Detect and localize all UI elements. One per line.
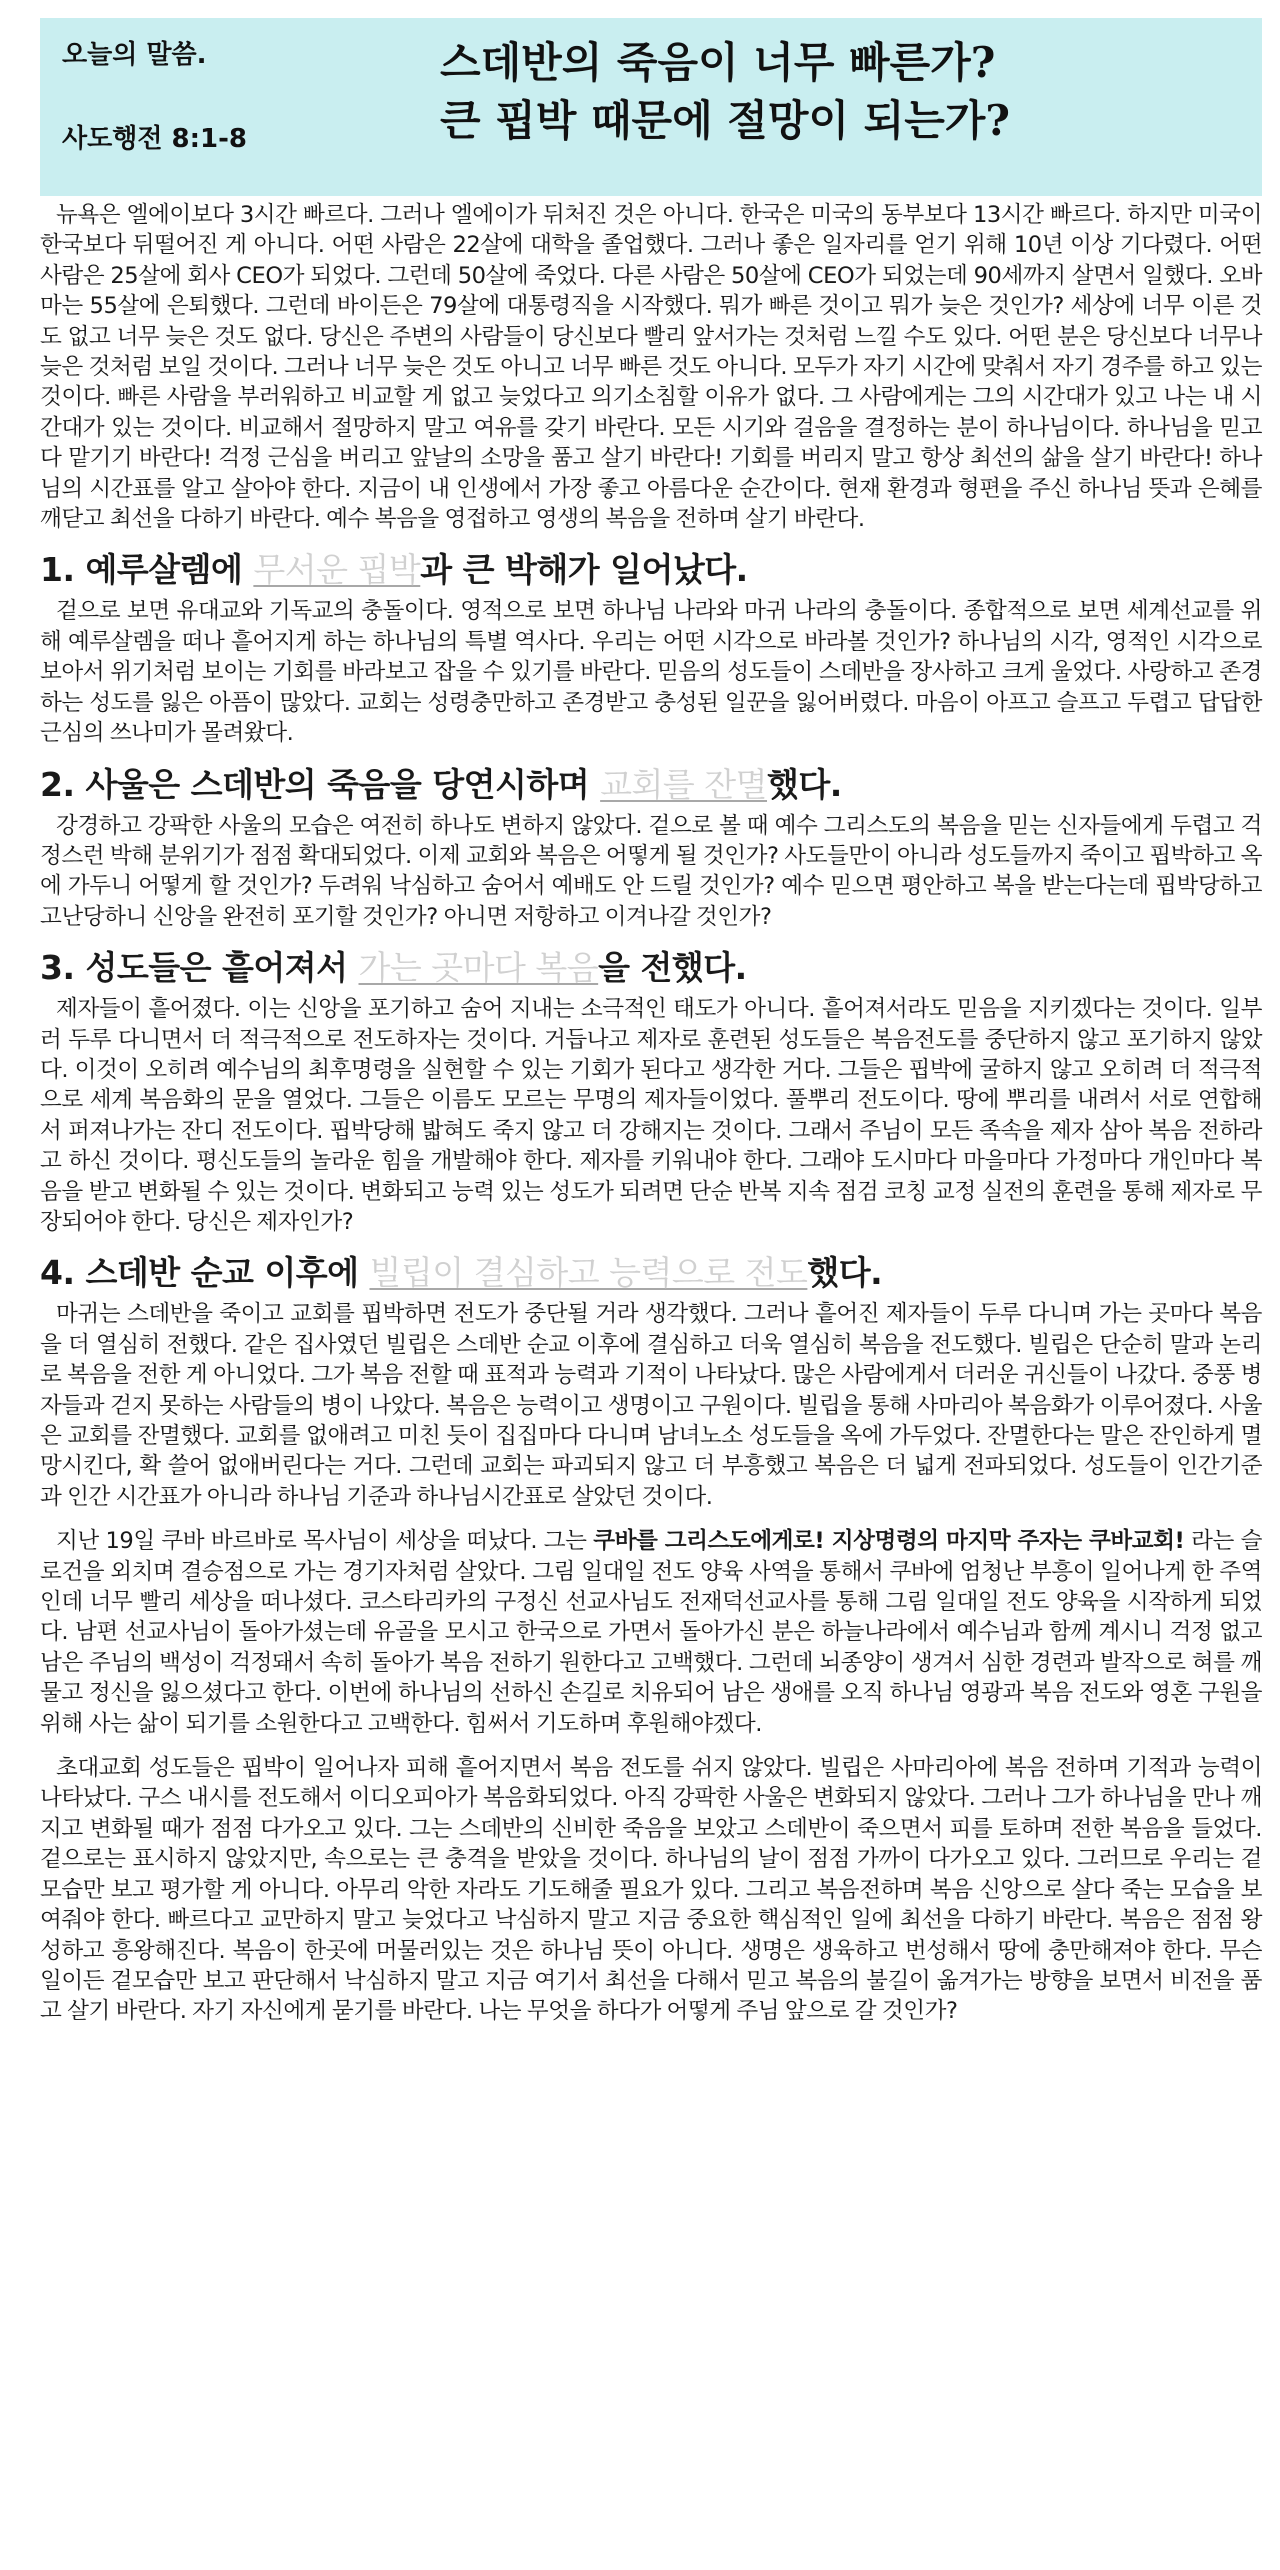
- section-1-fill-in-blank: 무서운 핍박: [253, 550, 421, 590]
- section-2-fill-in-blank: 교회를 잔멸: [600, 764, 768, 804]
- cuba-paragraph-intro: 지난 19일 쿠바 바르바로 목사님이 세상을 떠났다. 그는: [56, 1528, 594, 1555]
- scripture-reference: 사도행전 8:1-8: [62, 124, 247, 154]
- sermon-title-line-1: 스데반의 죽음이 너무 빠른가?: [440, 38, 996, 87]
- closing-paragraph: 초대교회 성도들은 핍박이 일어나자 피해 흩어지면서 복음 전도를 쉬지 않았다. 빌립은 사마리아에 복음 전하며 기적과 능력이 나타났다. 구스 내시를 전도해서 이디오피아가 복음화되었다. 아직 강팍한 사울은 변화되지 않았다. 그러나 그가 하나님을 만나 깨지고 변화될 때가 점점 다가오고 있다. 그는 스데반의 신비한 죽음을 보았고 스데반이 죽으면서 피를 토하며 전한 복음을 들었다. 겉으로는 표시하지 않았지만, 속으로는 큰 충격을 받았을 것이다. 하나님의 날이 점점 가까이 다가오고 있다. 그러므로 우리는 겉모습만 보고 평가할 게 아니다. 아무리 악한 자라도 기도해줄 필요가 있다. 그리고 복음전하며 복음 신앙으로 살다 죽는 모습을 보여줘야 한다. 빠르다고 교만하지 말고 늦었다고 낙심하지 말고 지금 중요한 핵심적인 일에 최선을 다하기 바란다. 복음은 점점 왕성하고 흥왕해진다. 복음이 한곳에 머물러있는 것은 하나님 뜻이 아니다. 생명은 생육하고 번성해서 땅에 충만해져야 한다. 무슨 일이든 겉모습만 보고 판단해서 낙심하지 말고 지금 여기서 최선을 다해서 믿고 복음의 불길이 옮겨가는 방향을 보면서 비전을 품고 살기 바란다. 자기 자신에게 묻기를 바란다. 나는 무엇을 하다가 어떻게 주님 앞으로 갈 것인가?: [40, 1755, 1262, 2025]
- todays-word-label: 오늘의 말씀.: [62, 40, 207, 70]
- section-2-heading: [40, 763, 1262, 807]
- section-2-heading-prefix: 2. 사울은 스데반의 죽음을 당연시하며: [40, 764, 601, 804]
- section-3-fill-in-blank: 가는 곳마다 복음: [358, 948, 599, 988]
- section-4-heading-prefix: 4. 스데반 순교 이후에: [40, 1253, 370, 1293]
- section-1-heading: [40, 548, 1262, 592]
- cuba-slogan: 쿠바를 그리스도에게로! 지상명령의 마지막 주자는 쿠바교회!: [593, 1528, 1185, 1555]
- section-1-heading-suffix: 과 큰 박해가 일어났다.: [420, 550, 748, 590]
- cuba-paragraph-rest: 라는 슬로건을 외치며 결승점으로 가는 경기자처럼 살았다. 그림 일대일 전도 양육 사역을 통해서 쿠바에 엄청난 부흥이 일어나게 한 주역인데 너무 빨리 세상을 떠나셨다. 코스타리카의 구정신 선교사님도 전재덕선교사를 통해 그림 일대일 전도 양육을 시작하게 되었다. 남편 선교사님이 돌아가셨는데 유골을 모시고 한국으로 가면서 돌아가신 분은 하늘나라에서 예수님과 함께 계시니 걱정 없고 남은 주님의 백성이 걱정돼서 속히 돌아가 복음 전하기 원한다고 고백했다. 그런데 뇌종양이 생겨서 심한 경련과 발작으로 혀를 깨물고 정신을 잃으셨다고 한다. 이번에 하나님의 선하신 손길로 치유되어 남은 생애를 오직 하나님 영광과 복음 전도와 영혼 구원을 위해 사는 삶이 되기를 소원한다고 고백한다. 힘써서 기도하며 후원해야겠다.: [40, 1528, 1262, 1737]
- section-1-paragraph: 겉으로 보면 유대교와 기독교의 충돌이다. 영적으로 보면 하나님 나라와 마귀 나라의 충돌이다. 종합적으로 보면 세계선교를 위해 예루살렘을 떠나 흩어지게 하는 하나님의 특별 역사다. 우리는 어떤 시각으로 바라볼 것인가? 하나님의 시각, 영적인 시각으로 보아서 위기처럼 보이는 기회를 바라보고 잡을 수 있기를 바란다. 믿음의 성도들이 스데반을 장사하고 크게 울었다. 사랑하고 존경하는 성도를 잃은 아픔이 많았다. 교회는 성령충만하고 존경받고 충성된 일꾼을 잃어버렸다. 마음이 아프고 슬프고 두렵고 답답한 근심의 쓰나미가 몰려왔다.: [40, 598, 1262, 747]
- section-2-paragraph: 강경하고 강팍한 사울의 모습은 여전히 하나도 변하지 않았다. 겉으로 볼 때 예수 그리스도의 복음을 믿는 신자들에게 두렵고 걱정스런 박해 분위기가 점점 확대되었다. 이제 교회와 복음은 어떻게 될 것인가? 사도들만이 아니라 성도들까지 죽이고 핍박하고 옥에 가두니 어떻게 할 것인가? 두려워 낙심하고 숨어서 예배도 안 드릴 것인가? 예수 믿으면 평안하고 복을 받는다는데 핍박당하고 고난당하니 신앙을 완전히 포기할 것인가? 아니면 저항하고 이겨나갈 것인가?: [40, 812, 1262, 930]
- section-1-heading-prefix: 1. 예루살렘에: [40, 550, 254, 590]
- cuba-paragraph: [40, 1526, 1262, 1739]
- section-4-heading-suffix: 했다.: [807, 1253, 883, 1293]
- section-4-paragraph: 마귀는 스데반을 죽이고 교회를 핍박하면 전도가 중단될 거라 생각했다. 그러나 흩어진 제자들이 두루 다니며 가는 곳마다 복음을 더 열심히 전했다. 같은 집사였던 빌립은 스데반 순교 이후에 결심하고 더욱 열심히 복음을 전도했다. 빌립은 단순히 말과 논리로 복음을 전한 게 아니었다. 그가 복음 전할 때 표적과 능력과 기적이 나타났다. 많은 사람에게서 더러운 귀신들이 나갔다. 중풍 병자들과 걷지 못하는 사람들의 병이 나았다. 복음은 능력이고 생명이고 구원이다. 빌립을 통해 사마리아 복음화가 이루어졌다. 사울은 교회를 잔멸했다. 교회를 없애려고 미친 듯이 집집마다 다니며 남녀노소 성도들을 옥에 가두었다. 잔멸한다는 말은 잔인하게 멸망시킨다, 확 쓸어 없애버린다는 거다. 그런데 교회는 파괴되지 않고 더 부흥했고 복음은 더 넓게 전파되었다. 성도들이 인간기준과 인간 시간표가 아니라 하나님 기준과 하나님시간표로 살았던 것이다.: [40, 1301, 1262, 1510]
- sermon-title: [440, 34, 1220, 150]
- section-4-heading: [40, 1251, 1262, 1295]
- header-banner: [40, 18, 1262, 196]
- sermon-body: [40, 200, 1262, 2041]
- section-3-heading-suffix: 을 전했다.: [598, 948, 747, 988]
- section-4-fill-in-blank: 빌립이 결심하고 능력으로 전도: [369, 1253, 808, 1293]
- section-3-heading: [40, 946, 1262, 990]
- section-3-heading-prefix: 3. 성도들은 흩어져서: [40, 948, 359, 988]
- section-3-paragraph: 제자들이 흩어졌다. 이는 신앙을 포기하고 숨어 지내는 소극적인 태도가 아니다. 흩어져서라도 믿음을 지키겠다는 것이다. 일부러 두루 다니면서 더 적극적으로 전도하자는 것이다. 거듭나고 제자로 훈련된 성도들은 복음전도를 중단하지 않고 포기하지 않았다. 이것이 오히려 예수님의 최후명령을 실현할 수 있는 기회가 된다고 생각한 거다. 그들은 핍박에 굴하지 않고 오히려 더 적극적으로 세계 복음화의 문을 열었다. 그들은 이름도 모르는 무명의 제자들이었다. 풀뿌리 전도이다. 땅에 뿌리를 내려서 서로 연합해서 퍼져나가는 잔디 전도이다. 핍박당해 밟혀도 죽지 않고 더 강해지는 것이다. 그래서 주님이 모든 족속을 제자 삼아 복음 전하라고 하신 것이다. 평신도들의 놀라운 힘을 개발해야 한다. 제자를 키워내야 한다. 그래야 도시마다 마을마다 가정마다 개인마다 복음을 받고 변화될 수 있는 것이다. 변화되고 능력 있는 성도가 되려면 단순 반복 지속 점검 코칭 교정 실전의 훈련을 통해 제자로 무장되어야 한다. 당신은 제자인가?: [40, 996, 1262, 1235]
- sermon-title-line-2: 큰 핍박 때문에 절망이 되는가?: [440, 96, 1010, 145]
- intro-paragraph: 뉴욕은 엘에이보다 3시간 빠르다. 그러나 엘에이가 뒤처진 것은 아니다. 한국은 미국의 동부보다 13시간 빠르다. 하지만 미국이 한국보다 뒤떨어진 게 아니다. 어떤 사람은 22살에 대학을 졸업했다. 그러나 좋은 일자리를 얻기 위해 10년 이상 기다렸다. 어떤 사람은 25살에 회사 CEO가 되었다. 그런데 50살에 죽었다. 다른 사람은 50살에 CEO가 되었는데 90세까지 살면서 일했다. 오바마는 55살에 은퇴했다. 그런데 바이든은 79살에 대통령직을 시작했다. 뭐가 빠른 것이고 뭐가 늦은 것인가? 세상에 너무 이른 것도 없고 너무 늦은 것도 없다. 당신은 주변의 사람들이 당신보다 빨리 앞서가는 것처럼 느낄 수도 있다. 어떤 분은 당신보다 너무나 늦은 것처럼 보일 것이다. 그러나 너무 늦은 것도 아니고 너무 빠른 것도 아니다. 모두가 자기 시간에 맞춰서 자기 경주를 하고 있는 것이다. 빠른 사람을 부러워하고 비교할 게 없고 늦었다고 의기소침할 이유가 없다. 그 사람에게는 그의 시간대가 있고 나는 내 시간대가 있는 것이다. 비교해서 절망하지 말고 여유를 갖기 바란다. 모든 시기와 걸음을 결정하는 분이 하나님이다. 하나님을 믿고 다 맡기기 바란다! 걱정 근심을 버리고 앞날의 소망을 품고 살기 바란다! 기회를 버리지 말고 항상 최선의 삶을 살기 바란다! 하나님의 시간표를 알고 살아야 한다. 지금이 내 인생에서 가장 좋고 아름다운 순간이다. 현재 환경과 형편을 주신 하나님 뜻과 은혜를 깨닫고 최선을 다하기 바란다. 예수 복음을 영접하고 영생의 복음을 전하며 살기 바란다.: [40, 202, 1262, 533]
- section-2-heading-suffix: 했다.: [767, 764, 842, 804]
